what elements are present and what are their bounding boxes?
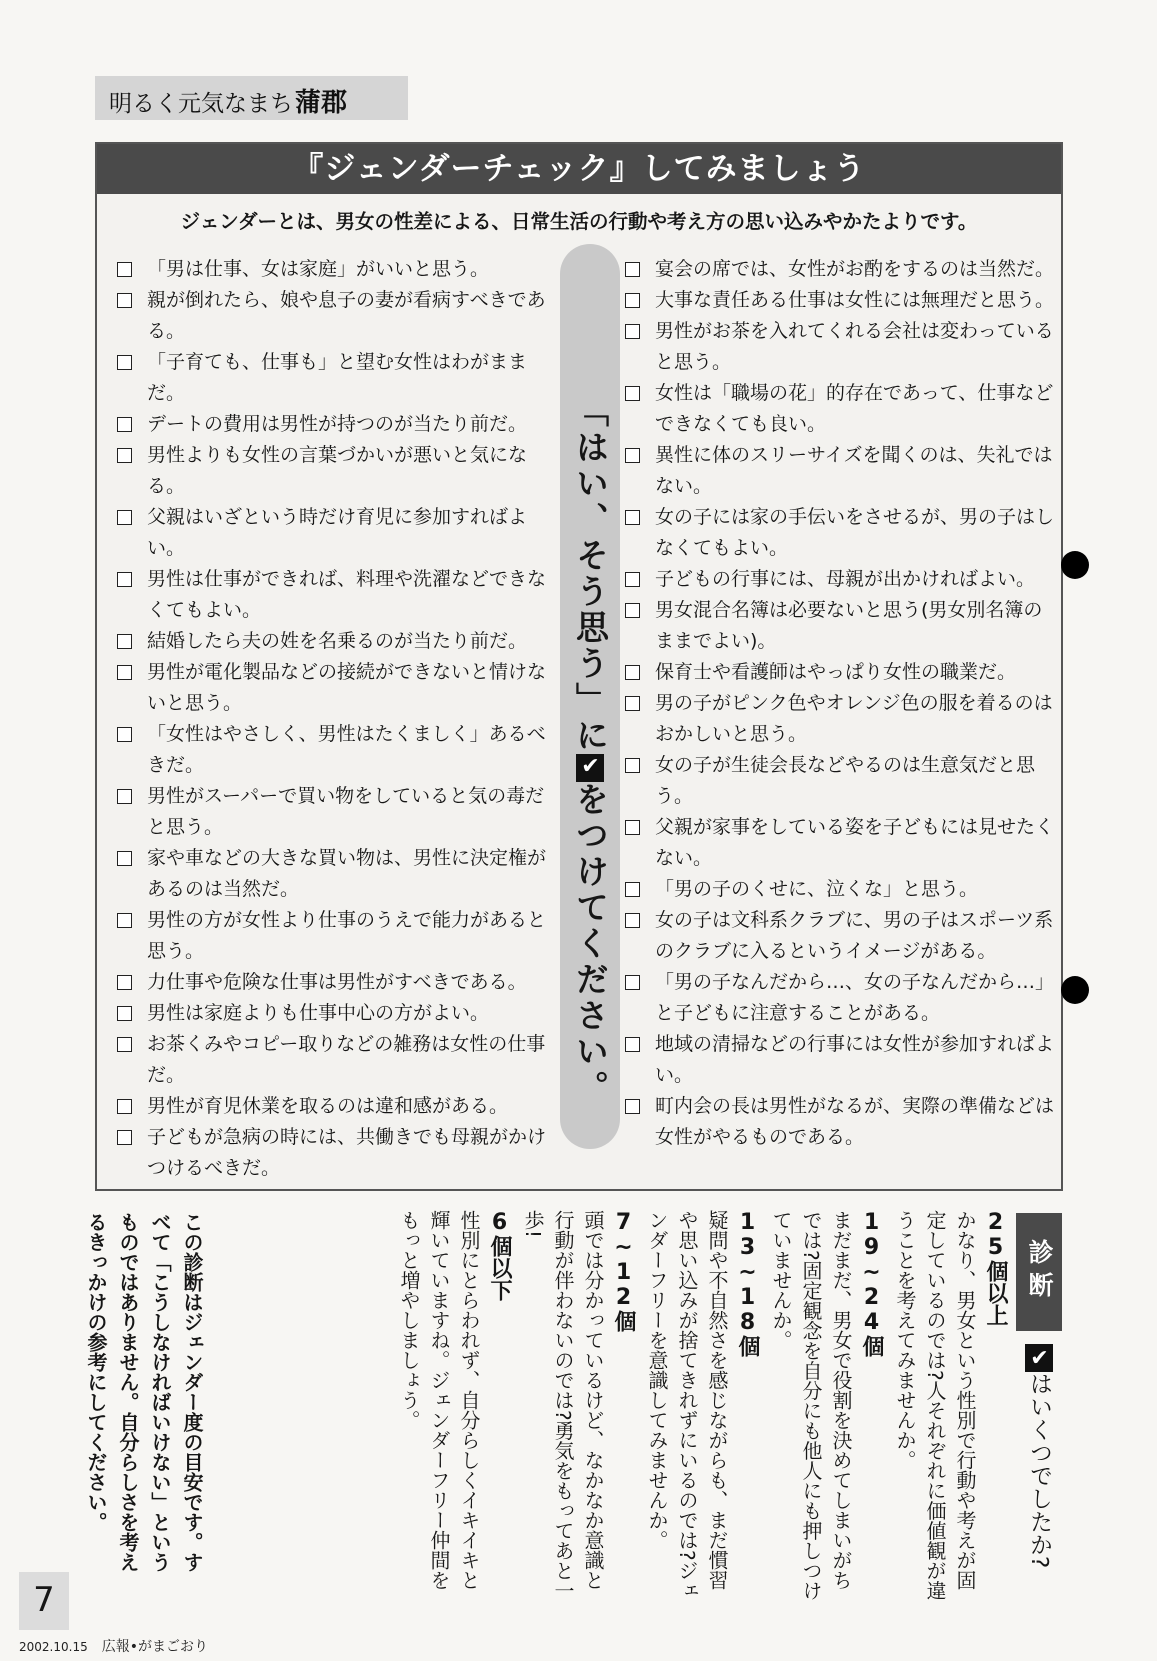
checklist-item <box>625 254 1055 285</box>
checklist-item <box>625 564 1055 595</box>
checklist-item <box>625 1029 1055 1091</box>
checklist-item <box>625 657 1055 688</box>
checklist-item <box>117 347 557 409</box>
checkbox[interactable] <box>625 386 640 401</box>
checklist-item <box>117 502 557 564</box>
checklist-item-text: 「男の子なんだから…、女の子なんだから…」と子どもに注意することがある。 <box>655 971 1055 1024</box>
instruction-pill <box>560 244 620 1149</box>
checklist-item <box>625 750 1055 812</box>
checkbox[interactable] <box>625 975 640 990</box>
diagnosis-range: 25個以上 <box>983 1210 1008 1326</box>
checklist-left <box>117 254 557 1184</box>
checklist-item-text: 宴会の席では、女性がお酌をするのは当然だ。 <box>655 258 1055 280</box>
checklist-item <box>625 502 1055 564</box>
checkbox[interactable] <box>117 355 132 370</box>
checkbox[interactable] <box>117 510 132 525</box>
gender-check-panel <box>95 142 1063 1191</box>
checkbox[interactable] <box>117 727 132 742</box>
checklist-item-text: 結婚したら夫の姓を名乗るのが当たり前だ。 <box>147 630 528 652</box>
header-town: 蒲郡 <box>295 88 348 118</box>
checklist-item-text: 家や車などの大きな買い物は、男性に決定権があるのは当然だ。 <box>147 847 547 900</box>
checkbox[interactable] <box>625 882 640 897</box>
checklist-item <box>625 967 1055 1029</box>
checkbox[interactable] <box>625 448 640 463</box>
checkbox[interactable] <box>117 1006 132 1021</box>
checklist-item-text: 父親はいざという時だけ育児に参加すればよい。 <box>147 506 528 559</box>
checklist-item <box>625 874 1055 905</box>
checkbox[interactable] <box>625 572 640 587</box>
checklist-item <box>117 1122 557 1184</box>
checklist-item <box>117 657 557 719</box>
checklist-item <box>625 595 1055 657</box>
checklist-item-text: 男の子がピンク色やオレンジ色の服を着るのはおかしいと思う。 <box>655 692 1053 745</box>
checklist-item-text: 親が倒れたら、娘や息子の妻が看病すべきである。 <box>147 289 546 342</box>
section-title: 『ジェンダーチェック』してみましょう <box>97 144 1061 194</box>
header-tab <box>95 76 408 120</box>
checkbox[interactable] <box>117 293 132 308</box>
checklist-item <box>117 719 557 781</box>
page-number: 7 <box>19 1572 69 1630</box>
checklist-item-text: デートの費用は男性が持つのが当たり前だ。 <box>147 413 528 435</box>
checklist-item <box>117 967 557 998</box>
checklist-item-text: 男性がスーパーで買い物をしていると気の毒だと思う。 <box>147 785 545 838</box>
checklist-item-text: 男性が育児休業を取るのは違和感がある。 <box>147 1095 509 1117</box>
checklist-item-text: 「男は仕事、女は家庭」がいいと思う。 <box>147 258 490 280</box>
diagnosis-text: まだまだ、男女で役割を決めてしまいがちでは?固定観念を自分にも他人にも押しつけていませんか。 <box>769 1210 853 1601</box>
checklist-item-text: 女の子が生徒会長などやるのは生意気だと思う。 <box>655 754 1036 807</box>
checkbox[interactable] <box>625 262 640 277</box>
checkbox[interactable] <box>625 603 640 618</box>
footer-publication: 広報•がまごおり <box>101 1639 208 1655</box>
checkbox[interactable] <box>117 448 132 463</box>
checklist-item <box>625 440 1055 502</box>
checklist-item-text: 女の子には家の手伝いをさせるが、男の子はしなくてもよい。 <box>655 506 1055 559</box>
checkbox[interactable] <box>117 634 132 649</box>
checklist-item-text: 保育士や看護師はやっぱり女性の職業だ。 <box>655 661 1017 683</box>
diagnosis-range: 13~18個 <box>735 1210 760 1357</box>
diagnosis-text: 頭では分かっているけど、なかなか意識と行動が伴わないのでは?勇気をもってあと一歩! <box>521 1210 605 1601</box>
instruction-part-b: をつけてください。 <box>571 782 610 1106</box>
footer <box>19 1636 208 1656</box>
checklist-item-text: 男女混合名簿は必要ないと思う(男女別名簿のままでよい)。 <box>655 599 1043 652</box>
checklist-item-text: 「子育ても、仕事も」と望む女性はわがままだ。 <box>147 351 528 404</box>
checklist-item <box>117 409 557 440</box>
diagnosis-question-text: はいくつでしたか? <box>1026 1372 1052 1569</box>
checklist-item <box>117 905 557 967</box>
checklist-item <box>625 316 1055 378</box>
checklist-item-text: 町内会の長は男性がなるが、実際の準備などは女性がやるものである。 <box>655 1095 1055 1148</box>
checklist-item-text: 子どもの行事には、母親が出かければよい。 <box>655 568 1036 590</box>
section-intro: ジェンダーとは、男女の性差による、日常生活の行動や考え方の思い込みやかたよりです。 <box>180 210 978 233</box>
checkbox[interactable] <box>625 293 640 308</box>
checklist-item-text: 男性は仕事ができれば、料理や洗濯などできなくてもよい。 <box>147 568 547 621</box>
diagnosis-range: 7~12個 <box>611 1210 636 1332</box>
checklist-item <box>625 1091 1055 1153</box>
checklist-item <box>625 285 1055 316</box>
checklist-item-text: 地域の清掃などの行事には女性が参加すればよい。 <box>655 1033 1055 1086</box>
checkbox[interactable] <box>117 417 132 432</box>
checkbox[interactable] <box>117 975 132 990</box>
checklist-item <box>117 626 557 657</box>
diagnosis-result <box>394 1210 514 1605</box>
checklist-item-text: 大事な責任ある仕事は女性には無理だと思う。 <box>655 289 1055 311</box>
diagnosis-range: 6個以下 <box>487 1210 512 1301</box>
checklist-item-text: 父親が家事をしている姿を子どもには見せたくない。 <box>655 816 1055 869</box>
checklist-item <box>625 378 1055 440</box>
checklist-item-text: 力仕事や危険な仕事は男性がすべきである。 <box>147 971 527 993</box>
checkbox[interactable] <box>117 572 132 587</box>
checklist-item-text: 子どもが急病の時には、共働きでも母親がかけつけるべきだ。 <box>147 1126 547 1179</box>
checkbox[interactable] <box>117 1037 132 1052</box>
diagnosis-question <box>1016 1344 1062 1568</box>
header-prefix: 明るく元気なまち <box>109 91 293 117</box>
checkmark-icon: ✔ <box>578 754 603 782</box>
checkbox[interactable] <box>117 665 132 680</box>
checklist-item <box>117 843 557 905</box>
diagnosis-note: この診断はジェンダー度の目安です。すべて「こうしなければいけない」というものではありません。自分らしさを考えるきっかけの参考にしてください。 <box>84 1212 204 1572</box>
checkbox[interactable] <box>625 324 640 339</box>
checkbox[interactable] <box>625 665 640 680</box>
diagnosis-label: 診断 <box>1016 1213 1062 1331</box>
checkbox[interactable] <box>625 758 640 773</box>
checkbox[interactable] <box>117 1130 132 1145</box>
checklist-item <box>117 1091 557 1122</box>
checklist-item-text: 男性が電化製品などの接続ができないと情けないと思う。 <box>147 661 547 714</box>
checklist-item-text: 女の子は文科系クラブに、男の子はスポーツ系のクラブに入るというイメージがある。 <box>655 909 1054 962</box>
instruction-part-a: 「はい、そう思う」に <box>571 394 610 754</box>
checklist-item <box>117 781 557 843</box>
checkbox[interactable] <box>117 851 132 866</box>
checklist-item-text: 異性に体のスリーサイズを聞くのは、失礼ではない。 <box>655 444 1053 497</box>
diagnosis-text: かなり、男女という性別で行動や考えが固定しているのでは?人それぞれに価値観が違うことを考えてみませんか。 <box>893 1210 977 1601</box>
checkmark-icon: ✔ <box>1027 1345 1052 1371</box>
checkbox[interactable] <box>117 913 132 928</box>
diagnosis-text: 疑問や不自然さを感じながらも、まだ慣習や思い込みが捨てきれずにいるのでは?ジェンダーフリーを意識してみませんか。 <box>645 1210 729 1601</box>
checklist-item <box>117 285 557 347</box>
footer-date: 2002.10.15 <box>19 1640 88 1654</box>
checklist-item <box>117 440 557 502</box>
checkbox[interactable] <box>117 789 132 804</box>
checkbox[interactable] <box>625 913 640 928</box>
binding-hole-icon <box>1061 976 1089 1004</box>
diagnosis-result <box>642 1210 762 1605</box>
diagnosis-result <box>890 1210 1010 1605</box>
checklist-item <box>625 812 1055 874</box>
instruction-text <box>568 394 612 1106</box>
checkbox[interactable] <box>625 510 640 525</box>
checklist-right <box>625 254 1055 1153</box>
checkbox[interactable] <box>625 1099 640 1114</box>
checklist-item <box>625 688 1055 750</box>
checklist-item <box>117 998 557 1029</box>
diagnosis-results <box>390 1210 1010 1605</box>
diagnosis-result <box>766 1210 886 1605</box>
checklist-item-text: 男性がお茶を入れてくれる会社は変わっていると思う。 <box>655 320 1054 373</box>
checkbox[interactable] <box>117 262 132 277</box>
diagnosis-range: 19~24個 <box>859 1210 884 1357</box>
checklist-item-text: お茶くみやコピー取りなどの雑務は女性の仕事だ。 <box>147 1033 546 1086</box>
checklist-item <box>117 1029 557 1091</box>
checkbox[interactable] <box>625 820 640 835</box>
checklist-item-text: 「女性はやさしく、男性はたくましく」あるべきだ。 <box>147 723 546 776</box>
checklist-item-text: 「男の子のくせに、泣くな」と思う。 <box>655 878 979 900</box>
checklist-item <box>625 905 1055 967</box>
checkbox[interactable] <box>117 1099 132 1114</box>
binding-hole-icon <box>1061 551 1089 579</box>
checkbox[interactable] <box>625 1037 640 1052</box>
checklist-item-text: 男性の方が女性より仕事のうえで能力があると思う。 <box>147 909 547 962</box>
checklist-item <box>117 564 557 626</box>
checklist-item-text: 男性は家庭よりも仕事中心の方がよい。 <box>147 1002 490 1024</box>
diagnosis-text: 性別にとらわれず、自分らしくイキイキと輝いていますね。ジェンダーフリー仲間をもっと増やしましょう。 <box>397 1210 481 1590</box>
checkbox[interactable] <box>625 696 640 711</box>
checklist-item <box>117 254 557 285</box>
checklist-item-text: 女性は「職場の花」的存在であって、仕事などできなくても良い。 <box>655 382 1054 435</box>
checklist-item-text: 男性よりも女性の言葉づかいが悪いと気になる。 <box>147 444 528 497</box>
diagnosis-result <box>518 1210 638 1605</box>
